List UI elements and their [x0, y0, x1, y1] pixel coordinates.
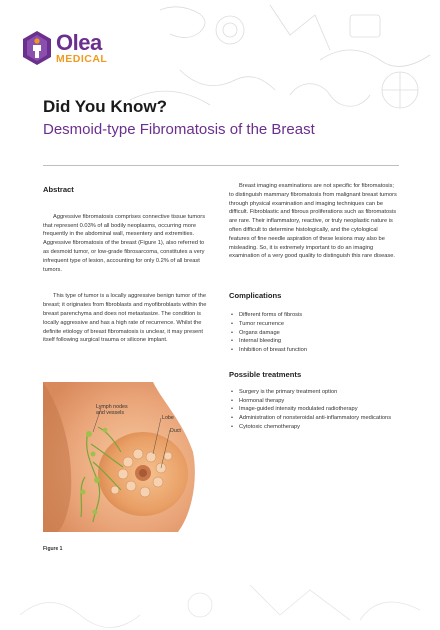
list-item: • Organs damage [229, 329, 399, 338]
right-column [229, 182, 399, 432]
olea-medical-logo[interactable] [22, 30, 107, 66]
brand-subtitle: MEDICAL [56, 52, 108, 65]
page-title: Did You Know? [43, 97, 168, 116]
annotation-lymph-nodes: Lymph nodes and vessels [96, 404, 128, 416]
intro-paragraph: Breast imaging examinations are not specific for fibromatosis; to distinguish mammary fibromatosis from malignant breast tumors through physical examination and imaging techniques can be difficult. Fibroblastic and fibrous proliferations such as fibromatosis are rare. Their inflammatory, reactive, or truly neoplastic nature is often difficult to determine histologically, and the cytological features of fine needle aspiration of these lesions may also be misleading. So, it is extremely important to do an imaging examination of a very good quality to distinguish this rare disease. [229, 183, 397, 260]
treatments-heading: Possible treatments [229, 369, 302, 379]
list-item: • Cytotoxic chemotherapy [229, 423, 399, 432]
list-item: • Image-guided intensity modulated radiotherapy [229, 405, 399, 414]
list-item: • Surgery is the primary treatment option [229, 388, 399, 397]
brand-name: Olea [56, 29, 102, 55]
figure-caption: Figure 1 [43, 546, 63, 552]
list-item: • Internal bleeding [229, 337, 399, 346]
background-illustration [120, 0, 440, 130]
list-item: • Inhibition of breast function [229, 346, 399, 355]
list-item: • Hormonal therapy [229, 397, 399, 406]
annotation-lobe: Lobe [162, 415, 174, 421]
abstract-paragraph: Aggressive fibromatosis comprises connective tissue tumors that represent 0.03% of all bodily neoplasms, occurring more frequently in the abdominal wall, mesentery and extremities. Aggressive fibromatosis of the breast (Figure 1), also referred to as desmoid tumor, or low-grade fibrosarcoma, constitutes a very infrequent type of lesion, accounting for only 0.2% of all breast tumors. [43, 213, 206, 273]
abstract-heading: Abstract [43, 185, 74, 194]
annotation-duct: Duct [170, 428, 181, 434]
list-item: • Different forms of fibrosis [229, 311, 399, 320]
divider [43, 165, 399, 166]
complications-heading: Complications [229, 291, 282, 301]
list-item: • Tumor recurrence [229, 320, 399, 329]
olea-logo-icon [22, 30, 52, 66]
page-subtitle: Desmoid-type Fibromatosis of the Breast [43, 121, 315, 138]
list-item: • Administration of nonsteroidal anti-inflammatory medications [229, 414, 399, 423]
complications-list [229, 311, 399, 355]
abstract-paragraph: This type of tumor is a locally aggressive benign tumor of the breast; it originates from fibroblasts and myofibroblasts within the breast parenchyma and does not metastasize. The condition is locally aggressive and has a high rate of recurrence. Whilst the definite etiology of breast fibromatosis is unclear, it may present itself following surgical trauma or silicone implant. [43, 293, 207, 344]
abstract-section [43, 186, 211, 345]
treatments-list [229, 388, 399, 432]
background-illustration-bottom [0, 575, 440, 630]
